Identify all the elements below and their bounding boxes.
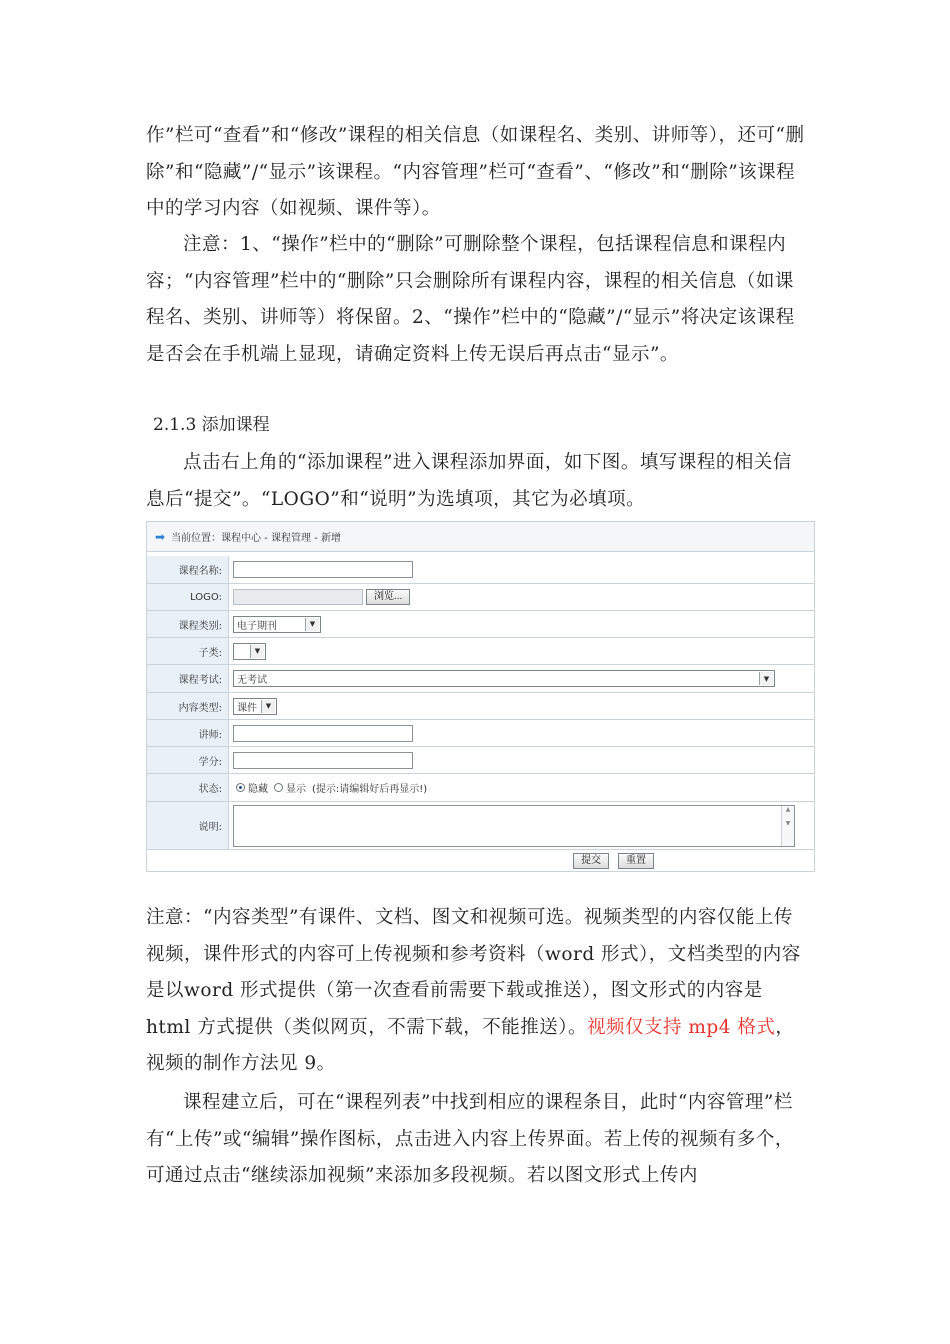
label-name: 课程名称: xyxy=(147,556,229,583)
label-credit: 学分: xyxy=(147,747,229,773)
subcategory-select[interactable] xyxy=(233,643,266,660)
content-type-value: 课件 xyxy=(237,702,257,714)
paragraph-note-delete: 注意：1、“操作”栏中的“删除”可删除整个课程，包括课程信息和课程内容；“内容管理”栏中的“删除”只会删除所有课程内容，课程的相关信息（如课程名、类别、讲师等）将保留。2、“操作”栏中的“隐藏”/“显示”将决定该课程是否会在手机端上显现，请确定资料上传无误后再点击“显示”。 xyxy=(146,234,795,365)
form-row-description xyxy=(147,802,814,850)
label-description: 说明: xyxy=(147,802,229,849)
form-row-exam xyxy=(147,665,814,693)
paragraph-after-creation: 课程建立后，可在“课程列表”中找到相应的课程条目，此时“内容管理”栏有“上传”或“编辑”操作图标，点击进入内容上传界面。若上传的视频有多个，可通过点击“继续添加视频”来添加多段视频。若以图文形式上传内 xyxy=(146,1092,794,1186)
paragraph-operations: 作”栏可“查看”和“修改”课程的相关信息（如课程名、类别、讲师等），还可“删除”和“隐藏”/“显示”该课程。“内容管理”栏可“查看”、“修改”和“删除”该课程中的学习内容（如视频、课件等）。 xyxy=(146,125,805,219)
label-exam: 课程考试: xyxy=(147,665,229,692)
label-category: 课程类别: xyxy=(147,611,229,637)
form-row-name xyxy=(147,556,814,584)
form-row-subcategory xyxy=(147,638,814,665)
form-row-category xyxy=(147,611,814,638)
content-type-select[interactable] xyxy=(233,698,277,715)
label-content-type: 内容类型: xyxy=(147,693,229,719)
label-subcategory: 子类: xyxy=(147,638,229,664)
scrollbar[interactable]: ▲ ▼ xyxy=(781,806,794,846)
status-hidden-label: 隐藏 xyxy=(248,784,268,795)
form-actions xyxy=(147,850,814,872)
section-heading: 2.1.3 添加课程 xyxy=(153,415,270,435)
credit-input[interactable] xyxy=(233,752,413,769)
logo-file-input[interactable] xyxy=(233,589,363,605)
status-shown-label: 显示 xyxy=(286,784,306,795)
arrow-right-icon: ➡ xyxy=(155,529,166,544)
label-lecturer: 讲师: xyxy=(147,720,229,746)
chevron-down-icon: ▼ xyxy=(759,672,773,685)
exam-value: 无考试 xyxy=(237,675,267,686)
category-select[interactable] xyxy=(233,616,321,633)
form-row-credit xyxy=(147,747,814,774)
status-shown-radio[interactable] xyxy=(274,783,283,792)
form-row-content-type xyxy=(147,693,814,720)
exam-select[interactable] xyxy=(233,670,775,687)
reset-button[interactable]: 重置 xyxy=(618,853,654,869)
label-status: 状态: xyxy=(147,774,229,801)
form-row-logo xyxy=(147,584,814,611)
submit-button[interactable]: 提交 xyxy=(573,853,609,869)
breadcrumb xyxy=(147,522,814,552)
paragraph-add-course: 点击右上角的“添加课程”进入课程添加界面，如下图。填写课程的相关信息后“提交”。“LOGO”和“说明”为选填项，其它为必填项。 xyxy=(146,452,792,510)
status-hint: (提示:请编辑好后再显示!) xyxy=(312,784,428,795)
chevron-down-icon: ▼ xyxy=(261,700,275,713)
lecturer-input[interactable] xyxy=(233,725,413,742)
paragraph-content-type-note xyxy=(146,900,810,1083)
add-course-form-screenshot xyxy=(146,521,815,872)
status-hidden-radio[interactable] xyxy=(236,783,245,792)
chevron-down-icon: ▼ xyxy=(250,645,264,658)
label-logo: LOGO: xyxy=(147,584,229,610)
description-textarea[interactable] xyxy=(233,805,795,847)
note-mp4-warning: 视频仅支持 mp4 格式 xyxy=(586,1016,776,1038)
category-value: 电子期刊 xyxy=(237,620,277,632)
browse-button[interactable]: 浏览... xyxy=(366,589,410,605)
note-text-a: 注意：“内容类型”有课件、文档、图文和视频可选。视频类型的内容仅能上传视频，课件形式的内容可上传视频和参考资料（word 形式），文档类型的内容是以word 形式提供（第一次查看前需要下载或推送），图文形式的内容是 html 方式提供（类似网页，不需下载，不能推送）。 xyxy=(146,907,801,1038)
chevron-down-icon: ▼ xyxy=(305,618,319,631)
form-row-lecturer xyxy=(147,720,814,747)
breadcrumb-text: 当前位置：课程中心 - 课程管理 - 新增 xyxy=(171,533,341,544)
form-row-status xyxy=(147,774,814,802)
note-text-b: ，视频的制作方法见 9。 xyxy=(146,1016,795,1074)
course-name-input[interactable] xyxy=(233,561,413,578)
